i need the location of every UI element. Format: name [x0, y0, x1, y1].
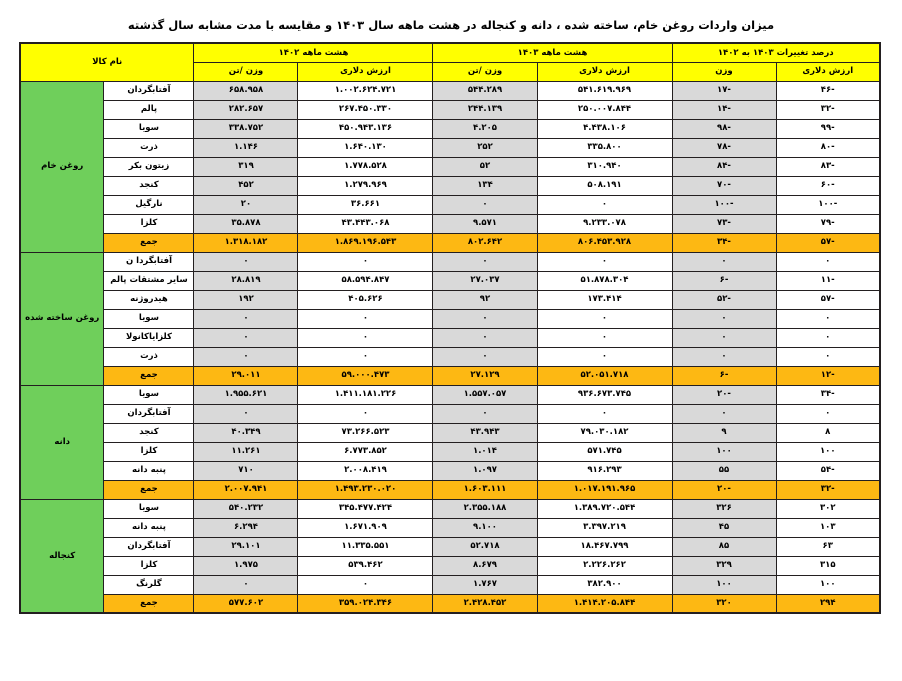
cell-product-name: سویا — [104, 309, 194, 328]
cell-pct-value: ۰ — [776, 347, 880, 366]
cell-1403-weight: ۱۳۴ — [433, 176, 537, 195]
cell-pct-weight: -۷۰ — [672, 176, 776, 195]
cell-1402-value-total: ۱.۸۶۹.۱۹۶.۵۴۳ — [298, 233, 433, 252]
table-row — [20, 461, 880, 480]
cell-1402-weight: ۱۹۲ — [194, 290, 298, 309]
cell-pct-weight: ۰ — [672, 328, 776, 347]
cell-1403-value: ۳۱۰.۹۴۰ — [537, 157, 672, 176]
cell-1403-weight: ۵۴۴.۲۸۹ — [433, 81, 537, 100]
cell-1403-value: ۰ — [537, 328, 672, 347]
cell-pct-weight: ۳۲۹ — [672, 556, 776, 575]
cell-1402-value: ۴۵۰.۹۴۳.۱۳۶ — [298, 119, 433, 138]
cell-pct-weight: -۷۳ — [672, 214, 776, 233]
cell-1403-value: ۳۸۲.۹۰۰ — [537, 575, 672, 594]
cell-product-name: گلرنگ — [104, 575, 194, 594]
header-1403-weight: وزن /تن — [433, 62, 537, 81]
cell-1402-weight: ۲۸۲.۶۵۷ — [194, 100, 298, 119]
cell-1403-value: ۲.۲۲۶.۲۶۲ — [537, 556, 672, 575]
cell-1403-value: ۵۱.۸۷۸.۳۰۴ — [537, 271, 672, 290]
cell-1402-value: ۷۳.۲۶۶.۵۲۳ — [298, 423, 433, 442]
cell-1402-weight: ۰ — [194, 309, 298, 328]
cell-pct-weight: ۴۵ — [672, 518, 776, 537]
cell-1402-weight: ۷۱۰ — [194, 461, 298, 480]
cell-product-name: ذرت — [104, 138, 194, 157]
table-row — [20, 404, 880, 423]
table-row — [20, 100, 880, 119]
cell-1402-weight: ۴۰.۳۴۹ — [194, 423, 298, 442]
cell-1403-value: ۱۸.۴۶۷.۷۹۹ — [537, 537, 672, 556]
cell-product-name: سویا — [104, 385, 194, 404]
cell-1403-weight: ۲۴۴.۱۳۹ — [433, 100, 537, 119]
cell-1402-weight-total: ۵۷۷.۶۰۲ — [194, 594, 298, 613]
cell-1403-weight: ۹.۱۰۰ — [433, 518, 537, 537]
cell-pct-value: -۱۰۰ — [776, 195, 880, 214]
cell-1402-weight: ۴۵۲ — [194, 176, 298, 195]
cell-1402-value-total: ۱.۴۹۳.۲۳۰.۰۲۰ — [298, 480, 433, 499]
cell-pct-value: ۱۰۳ — [776, 518, 880, 537]
table-row — [20, 157, 880, 176]
cell-1402-value: ۱۱.۳۳۵.۵۵۱ — [298, 537, 433, 556]
cell-pct-weight: -۷۸ — [672, 138, 776, 157]
cell-1403-weight: ۲.۳۵۵.۱۸۸ — [433, 499, 537, 518]
cell-pct-value: -۹۹ — [776, 119, 880, 138]
cell-pct-value: ۰ — [776, 252, 880, 271]
cell-1402-value: ۵۸.۵۹۴.۸۴۷ — [298, 271, 433, 290]
cell-1402-value: ۱.۶۴۰.۱۳۰ — [298, 138, 433, 157]
cell-1402-value: ۵۳۹.۴۶۲ — [298, 556, 433, 575]
table-row — [20, 518, 880, 537]
cell-product-name: پنبه دانه — [104, 518, 194, 537]
cell-pct-weight: ۰ — [672, 252, 776, 271]
group-label-3: دانه — [20, 385, 104, 499]
cell-product-name: آفتابگردان — [104, 537, 194, 556]
table-row — [20, 537, 880, 556]
cell-1402-value: ۱.۲۷۹.۹۶۹ — [298, 176, 433, 195]
cell-pct-weight: -۱۷ — [672, 81, 776, 100]
cell-1403-weight: ۵۲ — [433, 157, 537, 176]
cell-pct-weight: -۵۲ — [672, 290, 776, 309]
cell-1402-weight-total: ۲۹.۰۱۱ — [194, 366, 298, 385]
page-title: میزان واردات روغن خام، ساخته شده ، دانه و کنجاله در هشت ماهه سال ۱۴۰۳ و مقایسه با مدت مشابه سال گذشته — [127, 18, 775, 32]
cell-product-name-total: جمع — [104, 480, 194, 499]
cell-1402-weight-total: ۱.۳۱۸.۱۸۲ — [194, 233, 298, 252]
header-1403-group: هشت ماهه ۱۴۰۳ — [433, 43, 672, 62]
table-row-total — [20, 480, 880, 499]
cell-1403-weight: ۰ — [433, 404, 537, 423]
cell-pct-weight: ۰ — [672, 347, 776, 366]
cell-1402-weight: ۲۹.۱۰۱ — [194, 537, 298, 556]
title-bar — [0, 0, 902, 40]
cell-1402-weight: ۲۸.۸۱۹ — [194, 271, 298, 290]
table-row — [20, 423, 880, 442]
table-row — [20, 119, 880, 138]
cell-product-name: زیتون بکر — [104, 157, 194, 176]
cell-1403-value: ۹۱۶.۲۹۳ — [537, 461, 672, 480]
cell-1403-value: ۰ — [537, 252, 672, 271]
cell-1403-weight: ۰ — [433, 252, 537, 271]
cell-product-name: نارگیل — [104, 195, 194, 214]
cell-pct-weight: -۶ — [672, 271, 776, 290]
cell-product-name: سویا — [104, 119, 194, 138]
cell-pct-weight: -۱۴ — [672, 100, 776, 119]
cell-pct-weight: -۸۴ — [672, 157, 776, 176]
imports-table — [19, 42, 881, 614]
cell-1403-value: ۹۳۶.۶۷۳.۷۴۵ — [537, 385, 672, 404]
cell-1403-value-total: ۸۰۶.۴۵۳.۹۲۸ — [537, 233, 672, 252]
cell-product-name: پنبه دانه — [104, 461, 194, 480]
cell-pct-value: -۵۴ — [776, 461, 880, 480]
cell-product-name: کلزا — [104, 556, 194, 575]
table-row — [20, 290, 880, 309]
cell-1402-value: ۱.۷۷۸.۵۲۸ — [298, 157, 433, 176]
cell-1403-weight-total: ۲۷.۱۲۹ — [433, 366, 537, 385]
cell-pct-weight: ۸۵ — [672, 537, 776, 556]
cell-1402-weight: ۳۳۸.۷۵۲ — [194, 119, 298, 138]
cell-pct-value: -۸۰ — [776, 138, 880, 157]
table-row — [20, 309, 880, 328]
cell-1402-value: ۰ — [298, 347, 433, 366]
cell-pct-weight: ۵۵ — [672, 461, 776, 480]
cell-1403-value: ۲۵۰.۰۰۷.۸۴۴ — [537, 100, 672, 119]
cell-pct-value: -۴۶ — [776, 81, 880, 100]
cell-pct-weight: -۲۰ — [672, 385, 776, 404]
cell-1403-value: ۵۷۱.۷۴۵ — [537, 442, 672, 461]
cell-1402-value: ۰ — [298, 404, 433, 423]
table-row — [20, 252, 880, 271]
cell-product-name: آفتابگردا ن — [104, 252, 194, 271]
cell-1403-value: ۰ — [537, 347, 672, 366]
cell-product-name: کنجد — [104, 423, 194, 442]
cell-1402-weight: ۱۱.۲۶۱ — [194, 442, 298, 461]
cell-1402-weight: ۰ — [194, 575, 298, 594]
header-pct-value: ارزش دلاری — [776, 62, 880, 81]
cell-pct-value: ۰ — [776, 309, 880, 328]
cell-1402-value: ۰ — [298, 252, 433, 271]
cell-1402-weight: ۳۱۹ — [194, 157, 298, 176]
cell-product-name: آفتابگردان — [104, 404, 194, 423]
header-pct-weight: وزن — [672, 62, 776, 81]
cell-1403-value: ۵۴۱.۶۱۹.۹۶۹ — [537, 81, 672, 100]
cell-1402-weight: ۰ — [194, 404, 298, 423]
table-row — [20, 271, 880, 290]
cell-1403-weight-total: ۱.۶۰۳.۱۱۱ — [433, 480, 537, 499]
cell-product-name: سویا — [104, 499, 194, 518]
cell-product-name: کلزا — [104, 214, 194, 233]
cell-1403-weight: ۰ — [433, 347, 537, 366]
cell-pct-weight: -۱۰۰ — [672, 195, 776, 214]
cell-1402-value: ۶.۷۷۳.۸۵۲ — [298, 442, 433, 461]
cell-1402-value: ۴۰۵.۶۲۶ — [298, 290, 433, 309]
cell-1402-value: ۰ — [298, 309, 433, 328]
cell-1403-value: ۱۷۳.۴۱۴ — [537, 290, 672, 309]
table-row — [20, 347, 880, 366]
cell-product-name: پالم — [104, 100, 194, 119]
cell-1403-weight: ۴.۲۰۵ — [433, 119, 537, 138]
cell-pct-value: -۷۹ — [776, 214, 880, 233]
cell-1402-weight: ۱.۱۴۶ — [194, 138, 298, 157]
cell-1402-value: ۱.۴۱۱.۱۸۱.۲۲۶ — [298, 385, 433, 404]
cell-pct-value-total: -۵۷ — [776, 233, 880, 252]
cell-1403-value: ۵۰۸.۱۹۱ — [537, 176, 672, 195]
cell-1403-value: ۹.۲۳۳.۰۷۸ — [537, 214, 672, 233]
cell-1402-weight: ۱.۹۷۵ — [194, 556, 298, 575]
table-row — [20, 575, 880, 594]
table-row — [20, 385, 880, 404]
table-row-total — [20, 233, 880, 252]
cell-product-name-total: جمع — [104, 366, 194, 385]
cell-product-name: کلزا — [104, 442, 194, 461]
cell-1402-value: ۳۴۵.۴۷۷.۴۲۴ — [298, 499, 433, 518]
group-label-2: روغن ساخته شده — [20, 252, 104, 385]
cell-1403-weight: ۸.۶۷۹ — [433, 556, 537, 575]
cell-pct-value-total: -۳۲ — [776, 480, 880, 499]
table-row-total — [20, 594, 880, 613]
cell-1403-weight: ۹۲ — [433, 290, 537, 309]
cell-1403-value: ۰ — [537, 195, 672, 214]
cell-pct-value: ۱۰۰ — [776, 575, 880, 594]
cell-1402-value: ۲.۰۰۸.۴۱۹ — [298, 461, 433, 480]
table-container — [21, 42, 881, 614]
cell-pct-weight: ۱۰۰ — [672, 575, 776, 594]
cell-1403-value: ۰ — [537, 404, 672, 423]
cell-1402-value: ۰ — [298, 575, 433, 594]
group-label-1: روغن خام — [20, 81, 104, 252]
cell-1402-weight: ۰ — [194, 347, 298, 366]
cell-1402-weight: ۱.۹۵۵.۶۲۱ — [194, 385, 298, 404]
table-row — [20, 81, 880, 100]
cell-1403-weight-total: ۲.۴۲۸.۴۵۲ — [433, 594, 537, 613]
cell-pct-weight-total: -۶ — [672, 366, 776, 385]
table-row-total — [20, 366, 880, 385]
cell-pct-weight-total: ۳۲۰ — [672, 594, 776, 613]
cell-pct-weight: ۹ — [672, 423, 776, 442]
cell-1403-weight: ۰ — [433, 328, 537, 347]
table-row — [20, 195, 880, 214]
cell-1402-value: ۳۶.۶۶۱ — [298, 195, 433, 214]
cell-product-name: آفتابگردان — [104, 81, 194, 100]
table-body — [20, 81, 880, 613]
header-1402-value: ارزش دلاری — [298, 62, 433, 81]
cell-1403-value-total: ۱.۴۱۴.۲۰۵.۸۴۴ — [537, 594, 672, 613]
cell-1403-value-total: ۱.۰۱۷.۱۹۱.۹۶۵ — [537, 480, 672, 499]
cell-1402-value: ۴۳.۴۴۳.۰۶۸ — [298, 214, 433, 233]
cell-1402-value-total: ۳۵۹.۰۲۴.۳۴۶ — [298, 594, 433, 613]
header-product-name: نام کالا — [20, 43, 194, 81]
cell-pct-weight: ۳۲۶ — [672, 499, 776, 518]
cell-1403-weight-total: ۸۰۲.۶۴۲ — [433, 233, 537, 252]
cell-1402-value: ۱.۶۷۱.۹۰۹ — [298, 518, 433, 537]
cell-pct-value: ۶۳ — [776, 537, 880, 556]
table-row — [20, 176, 880, 195]
cell-pct-value: -۳۲ — [776, 100, 880, 119]
table-row — [20, 328, 880, 347]
cell-pct-value: ۳۱۵ — [776, 556, 880, 575]
cell-pct-value: ۱۰۰ — [776, 442, 880, 461]
cell-pct-weight: ۱۰۰ — [672, 442, 776, 461]
cell-pct-value: -۳۴ — [776, 385, 880, 404]
cell-1403-value: ۰ — [537, 309, 672, 328]
table-row — [20, 556, 880, 575]
cell-1402-weight: ۰ — [194, 252, 298, 271]
header-row-groups — [20, 43, 880, 62]
cell-1403-weight: ۲۷.۰۳۷ — [433, 271, 537, 290]
cell-1403-weight: ۱.۰۱۴ — [433, 442, 537, 461]
cell-pct-weight: ۰ — [672, 404, 776, 423]
cell-1402-weight: ۲۰ — [194, 195, 298, 214]
cell-1403-weight: ۴۳.۹۴۳ — [433, 423, 537, 442]
cell-product-name: سایر مشتقات پالم — [104, 271, 194, 290]
cell-product-name-total: جمع — [104, 233, 194, 252]
cell-pct-value: -۶۰ — [776, 176, 880, 195]
cell-product-name: هیدروژنه — [104, 290, 194, 309]
cell-1403-value: ۳.۳۹۷.۲۱۹ — [537, 518, 672, 537]
cell-1403-weight: ۱.۰۹۷ — [433, 461, 537, 480]
cell-product-name-total: جمع — [104, 594, 194, 613]
cell-1403-weight: ۲۵۲ — [433, 138, 537, 157]
cell-pct-value: -۸۳ — [776, 157, 880, 176]
cell-1402-weight-total: ۲.۰۰۷.۹۴۱ — [194, 480, 298, 499]
cell-1402-weight: ۳۵.۸۷۸ — [194, 214, 298, 233]
cell-1403-value: ۳۳۵.۸۰۰ — [537, 138, 672, 157]
header-1402-weight: وزن /تن — [194, 62, 298, 81]
header-1403-value: ارزش دلاری — [537, 62, 672, 81]
group-label-4: کنجاله — [20, 499, 104, 613]
cell-pct-weight: ۰ — [672, 309, 776, 328]
cell-pct-value: ۳۰۲ — [776, 499, 880, 518]
cell-1402-value: ۲۶۷.۴۵۰.۳۳۰ — [298, 100, 433, 119]
header-pct-group: درصد تغییرات ۱۴۰۳ به ۱۴۰۲ — [672, 43, 880, 62]
cell-product-name: ذرت — [104, 347, 194, 366]
cell-product-name: کنجد — [104, 176, 194, 195]
cell-pct-value: ۸ — [776, 423, 880, 442]
table-row — [20, 214, 880, 233]
cell-pct-value: -۱۱ — [776, 271, 880, 290]
cell-pct-value: ۰ — [776, 328, 880, 347]
cell-pct-value-total: -۱۲ — [776, 366, 880, 385]
cell-1403-weight: ۰ — [433, 195, 537, 214]
table-row — [20, 499, 880, 518]
cell-pct-value-total: ۲۹۴ — [776, 594, 880, 613]
cell-1402-value-total: ۵۹.۰۰۰.۴۷۳ — [298, 366, 433, 385]
cell-pct-weight-total: -۳۴ — [672, 233, 776, 252]
header-1402-group: هشت ماهه ۱۴۰۲ — [194, 43, 433, 62]
cell-pct-value: -۵۷ — [776, 290, 880, 309]
cell-1402-weight: ۶۵۸.۹۵۸ — [194, 81, 298, 100]
cell-pct-weight: -۹۸ — [672, 119, 776, 138]
cell-1403-weight: ۹.۵۷۱ — [433, 214, 537, 233]
cell-1403-weight: ۵۲.۷۱۸ — [433, 537, 537, 556]
table-row — [20, 138, 880, 157]
cell-1402-value: ۰ — [298, 328, 433, 347]
cell-1402-weight: ۵۴۰.۲۳۲ — [194, 499, 298, 518]
cell-1403-weight: ۱.۷۶۷ — [433, 575, 537, 594]
cell-1403-value: ۱.۳۸۹.۷۲۰.۵۴۴ — [537, 499, 672, 518]
cell-product-name: کلزایاکانولا — [104, 328, 194, 347]
cell-1403-value-total: ۵۲.۰۵۱.۷۱۸ — [537, 366, 672, 385]
cell-1402-weight: ۶.۲۹۴ — [194, 518, 298, 537]
cell-1403-value: ۷۹.۰۳۰.۱۸۲ — [537, 423, 672, 442]
cell-1403-value: ۴.۴۳۸.۱۰۶ — [537, 119, 672, 138]
cell-1402-value: ۱.۰۰۲.۶۲۴.۷۲۱ — [298, 81, 433, 100]
cell-1403-weight: ۱.۵۵۷.۰۵۷ — [433, 385, 537, 404]
cell-1403-weight: ۰ — [433, 309, 537, 328]
table-header — [20, 43, 880, 81]
table-row — [20, 442, 880, 461]
cell-pct-value: ۰ — [776, 404, 880, 423]
cell-pct-weight-total: -۲۰ — [672, 480, 776, 499]
cell-1402-weight: ۰ — [194, 328, 298, 347]
